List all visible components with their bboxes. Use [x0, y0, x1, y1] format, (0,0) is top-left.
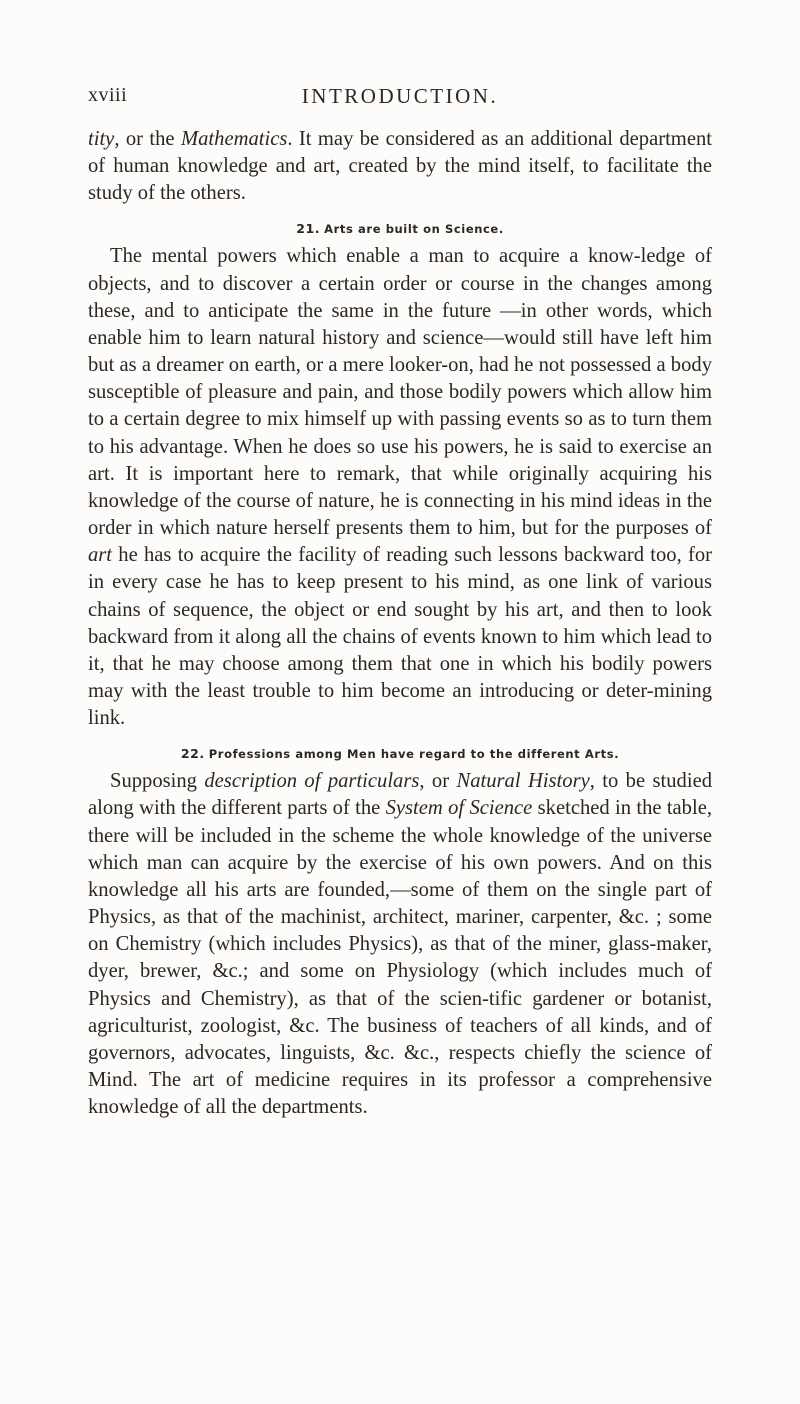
italic-mathematics: Mathematics [180, 128, 288, 150]
italic-art: art [88, 544, 113, 567]
body-text [88, 126, 712, 1121]
running-title: INTRODUCTION. [301, 84, 499, 108]
italic-system-of-science: System of Science [385, 797, 533, 820]
running-head [88, 84, 712, 114]
section-22-heading [88, 740, 712, 768]
section-21-number: 21. [296, 221, 321, 237]
continuation-paragraph: tity, or the Mathematics. It may be considered as an additional department of human knowledge and art, created by the mind itself, to facilitate the study of the others. [88, 128, 712, 205]
section-22-number: 22. [180, 746, 205, 762]
section-21-title: Arts are built on Science. [324, 222, 504, 237]
section-21-heading [88, 215, 712, 243]
italic-tity: tity [88, 128, 115, 150]
section-22-paragraph: Supposing description of particulars, or Natural History, to be studied along with the different parts of the System of Science sketched in the table, there will be included in the scheme the whole knowledge of the universe which man can acquire by the exercise of his own powers. And on this knowledge all his arts are founded,—some of them on the single part of Physics, as that of the machinist, architect, mariner, carpenter, &c. ; some on Chemistry (which includes Physics), as that of the miner, glass-maker, dyer, brewer, &c.; and some on Physiology (which includes much of Physics and Chemistry), as that of the scien-tific gardener or botanist, agriculturist, zoologist, &c. The business of teachers of all kinds, and of governors, advocates, linguists, &c. &c., respects chiefly the science of Mind. The art of medicine requires in its professor a comprehensive knowledge of all the departments. [88, 770, 713, 1119]
section-22-title: Professions among Men have regard to the different Arts. [208, 747, 620, 762]
page-number: xviii [88, 84, 128, 106]
italic-description-of-particulars: description of particulars [204, 770, 420, 793]
italic-natural-history: Natural History [456, 770, 590, 793]
section-21-paragraph: The mental powers which enable a man to acquire a know-ledge of objects, and to discover a certain order or course in the changes among these, and to anticipate the same in the future —in other words, which enable him to learn natural history and science—would still have left him but as a dreamer on earth, or a mere looker-on, had he not possessed a body susceptible of pleasure and pain, and those bodily powers which allow him to a certain degree to mix himself up with passing events so as to turn them to his advantage. When he does so use his powers, he is said to exercise an art. It is important here to remark, that while originally acquiring his knowledge of the course of nature, he is connecting in his mind ideas in the order in which nature herself presents them to him, but for the purposes of art he has to acquire the facility of reading such lessons backward too, for in every case he has to keep present to his mind, as one link of various chains of sequence, the object or end sought by his art, and then to look backward from it along all the chains of events known to him which lead to it, that he may choose among them that one in which his bodily powers may with the least trouble to him become an introducing or deter-mining link. [88, 245, 712, 730]
